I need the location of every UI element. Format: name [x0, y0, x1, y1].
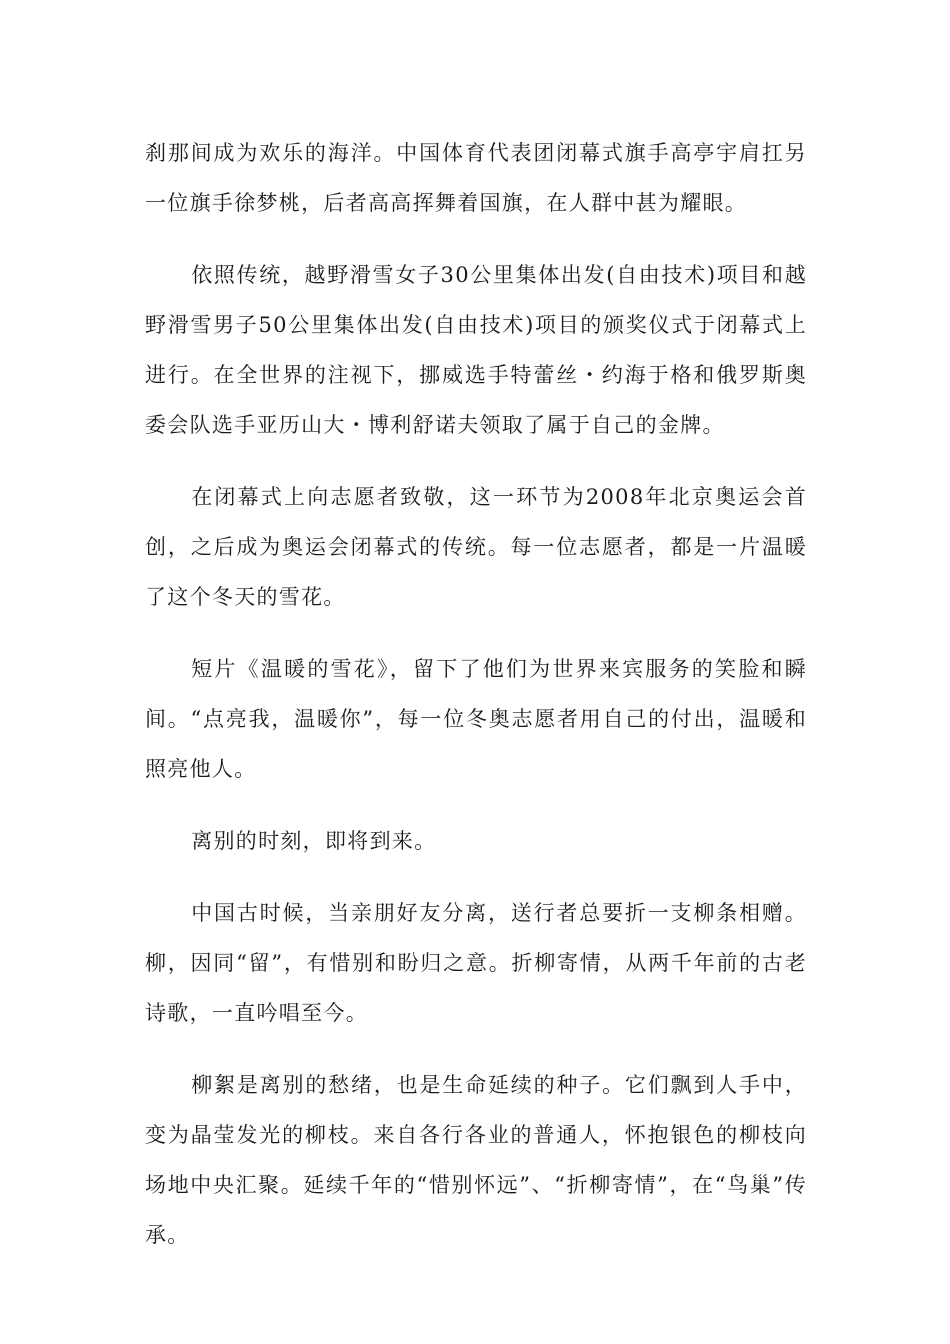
paragraph-willow-tradition: 中国古时候，当亲朋好友分离，送行者总要折一支柳条相赠。柳，因同“留”，有惜别和盼归之意。折柳寄情，从两千年前的古老诗歌，一直吟唱至今。	[145, 901, 807, 1025]
paragraph-warm-snowflake: 短片《温暖的雪花》，留下了他们为世界来宾服务的笑脸和瞬间。“点亮我，温暖你”，每一位冬奥志愿者用自己的付出，温暖和照亮他人。	[145, 657, 807, 781]
paragraph-willow-catkins: 柳絮是离别的愁绪，也是生命延续的种子。它们飘到人手中，变为晶莹发光的柳枝。来自各行各业的普通人，怀抱银色的柳枝向场地中央汇聚。延续千年的“惜别怀远”、“折柳寄情”，在“鸟巢”传承。	[145, 1073, 807, 1247]
paragraph-continued: 刹那间成为欢乐的海洋。中国体育代表团闭幕式旗手高亭宇肩扛另一位旗手徐梦桃，后者高高挥舞着国旗，在人群中甚为耀眼。	[145, 141, 807, 215]
paragraph-volunteers-tribute: 在闭幕式上向志愿者致敬，这一环节为2008年北京奥运会首创，之后成为奥运会闭幕式的传统。每一位志愿者，都是一片温暖了这个冬天的雪花。	[145, 485, 807, 609]
article-body	[145, 128, 807, 1282]
paragraph-award-ceremony: 依照传统，越野滑雪女子30公里集体出发(自由技术)项目和越野滑雪男子50公里集体出发(自由技术)项目的颁奖仪式于闭幕式上进行。在全世界的注视下，挪威选手特蕾丝・约海于格和俄罗斯奥委会队选手亚历山大・博利舒诺夫领取了属于自己的金牌。	[145, 263, 807, 437]
paragraph-farewell: 离别的时刻，即将到来。	[191, 829, 437, 853]
